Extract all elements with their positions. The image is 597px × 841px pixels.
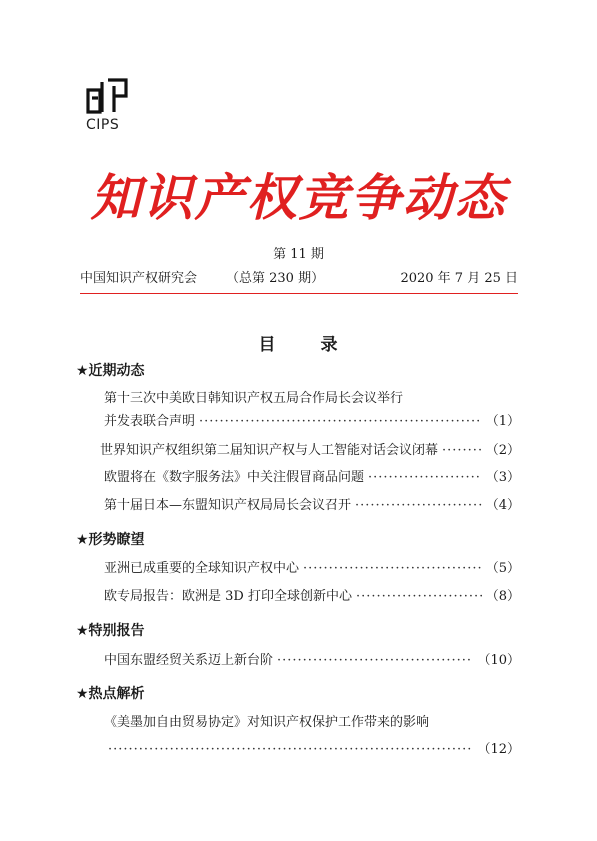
issue-number: 第 11 期 xyxy=(273,247,324,262)
logo-text: CIPS xyxy=(86,117,120,133)
toc-entry-page: （8） xyxy=(485,589,520,604)
section-heading-outlook: ★形势瞭望 xyxy=(76,532,145,548)
toc-entry-page: （1） xyxy=(485,414,520,429)
leader-dots xyxy=(303,561,482,576)
toc-title-right: 录 xyxy=(320,335,339,355)
toc-entry-line1[interactable]: 《美墨加自由贸易协定》对知识产权保护工作带来的影响 xyxy=(104,715,430,730)
toc-entry-line1[interactable]: 第十三次中美欧日韩知识产权五局合作局长会议举行 xyxy=(104,391,404,406)
toc-entry-page: （2） xyxy=(485,443,520,458)
leader-dots xyxy=(356,589,482,604)
toc-entry-page: （10） xyxy=(477,653,520,668)
toc-entry[interactable] xyxy=(104,410,520,429)
masthead-title: 知识产权竞争动态 xyxy=(90,168,507,227)
toc-entry[interactable] xyxy=(104,557,520,576)
toc-entry-page: （3） xyxy=(485,470,520,485)
header-divider xyxy=(80,293,518,294)
toc-entry-title: 世界知识产权组织第二届知识产权与人工智能对话会议闭幕 xyxy=(100,443,439,458)
toc-entry-title: 亚洲已成重要的全球知识产权中心 xyxy=(104,561,300,576)
publication-date: 2020 年 7 月 25 日 xyxy=(400,271,518,286)
toc-entry[interactable] xyxy=(104,466,520,485)
toc-title xyxy=(0,330,597,355)
cips-logo-mark xyxy=(84,76,134,116)
toc-entry[interactable] xyxy=(104,585,520,604)
toc-entry-page: （12） xyxy=(477,742,520,757)
toc-entry[interactable] xyxy=(104,649,520,668)
toc-entry[interactable] xyxy=(100,439,520,458)
toc-entry-title: 并发表联合声明 xyxy=(104,414,196,429)
toc-entry[interactable] xyxy=(104,738,520,757)
toc-entry-title: 第十届日本—东盟知识产权局局长会议召开 xyxy=(104,498,352,513)
toc-entry-page: （4） xyxy=(485,498,520,513)
toc-entry-title: 欧盟将在《数字服务法》中关注假冒商品问题 xyxy=(104,470,365,485)
leader-dots xyxy=(442,443,482,458)
section-heading-hotspot: ★热点解析 xyxy=(76,686,145,702)
organization-name: 中国知识产权研究会 xyxy=(80,271,198,286)
leader-dots xyxy=(368,470,482,485)
total-issue: （总第 230 期） xyxy=(226,271,325,286)
leader-dots xyxy=(199,414,482,429)
toc-entry-title: 中国东盟经贸关系迈上新台阶 xyxy=(104,653,274,668)
leader-dots xyxy=(108,742,473,757)
toc-title-left: 目 xyxy=(258,335,277,355)
toc-entry-page: （5） xyxy=(485,561,520,576)
section-heading-special: ★特别报告 xyxy=(76,623,145,639)
section-heading-recent: ★近期动态 xyxy=(76,363,145,379)
leader-dots xyxy=(355,498,482,513)
toc-entry[interactable] xyxy=(104,494,520,513)
leader-dots xyxy=(277,653,473,668)
toc-entry-title: 欧专局报告：欧洲是 3D 打印全球创新中心 xyxy=(104,589,352,604)
